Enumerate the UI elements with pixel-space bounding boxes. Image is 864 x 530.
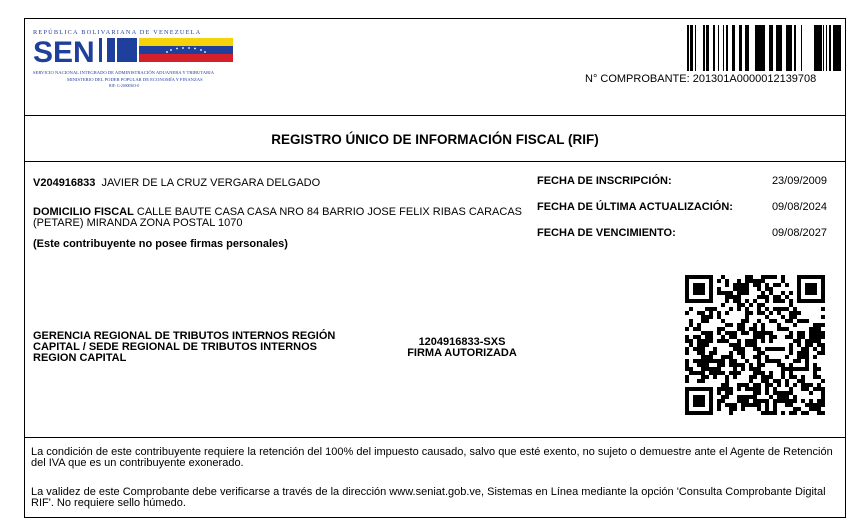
fiscal-address-label: DOMICILIO FISCAL — [33, 206, 134, 218]
date-value: 23/09/2009 — [771, 175, 827, 187]
authorized-signature — [397, 337, 527, 359]
date-row — [537, 227, 837, 253]
taxpayer-name: JAVIER DE LA CRUZ VERGARA DELGADO — [101, 177, 321, 189]
logo-line-2: MINISTERIO DEL PODER POPULAR DE ECONOMÍA Y FINANZAS — [67, 77, 203, 82]
logo-line-1: SERVICIO NACIONAL INTEGRADO DE ADMINISTRACIÓN ADUANERA Y TRIBUTARIA — [33, 70, 215, 75]
signature-text: FIRMA AUTORIZADA — [407, 347, 517, 359]
fiscal-address-value: CALLE BAUTE CASA CASA NRO 84 BARRIO JOSE FELIX RIBAS CARACAS (PETARE) MIRANDA ZONA POSTAL 1070 — [33, 206, 523, 229]
date-value: 09/08/2027 — [771, 227, 827, 239]
date-row — [537, 201, 837, 227]
date-label: FECHA DE ÚLTIMA ACTUALIZACIÓN: — [537, 201, 733, 213]
document-body — [25, 161, 845, 438]
footer-notes — [31, 447, 843, 527]
document-header — [25, 19, 845, 116]
logo-brand-letters: SEN — [33, 36, 95, 69]
seniat-logo — [31, 25, 241, 95]
barcode-image — [687, 25, 843, 71]
logo-line-3: RIF: G-20000303-0 — [109, 84, 140, 88]
date-row — [537, 175, 837, 201]
date-label: FECHA DE INSCRIPCIÓN: — [537, 175, 672, 187]
footer-validity-note: La validez de este Comprobante debe verificarse a través de la dirección www.seniat.gob.ve, Sistemas en Línea mediante la opción 'Consulta Comprobante Digital RIF'. No requiere sello húmedo. — [31, 486, 826, 509]
dates-block — [537, 175, 837, 253]
taxpayer-line — [33, 177, 320, 189]
rif-number: V204916833 — [33, 177, 96, 189]
footer-retention-note: La condición de este contribuyente requiere la retención del 100% del impuesto causado, salvo que esté exento, no sujeto o demuestre ante el Agente de Retención del IVA que es un contribuyente exonerado. — [31, 446, 833, 469]
signature-code: 1204916833-SXS — [418, 336, 506, 348]
regional-office: GERENCIA REGIONAL DE TRIBUTOS INTERNOS REGIÓN CAPITAL / SEDE REGIONAL DE TRIBUTOS INTERNOS REGION CAPITAL — [33, 330, 336, 364]
date-label: FECHA DE VENCIMIENTO: — [537, 227, 676, 239]
title-section — [25, 115, 845, 162]
comprobante-number — [585, 73, 816, 85]
document-title: REGISTRO ÚNICO DE INFORMACIÓN FISCAL (RIF) — [271, 132, 599, 147]
date-value: 09/08/2024 — [771, 201, 827, 213]
comprobante-value: 201301A0000012139708 — [692, 73, 817, 85]
signatures-note: (Este contribuyente no posee firmas personales) — [33, 238, 288, 250]
qr-code-image — [685, 275, 825, 415]
fiscal-address — [33, 207, 533, 229]
logo-republic-text: REPÚBLICA BOLIVARIANA DE VENEZUELA — [33, 29, 202, 36]
rif-document — [24, 18, 846, 518]
comprobante-label: N° COMPROBANTE: — [585, 73, 690, 85]
